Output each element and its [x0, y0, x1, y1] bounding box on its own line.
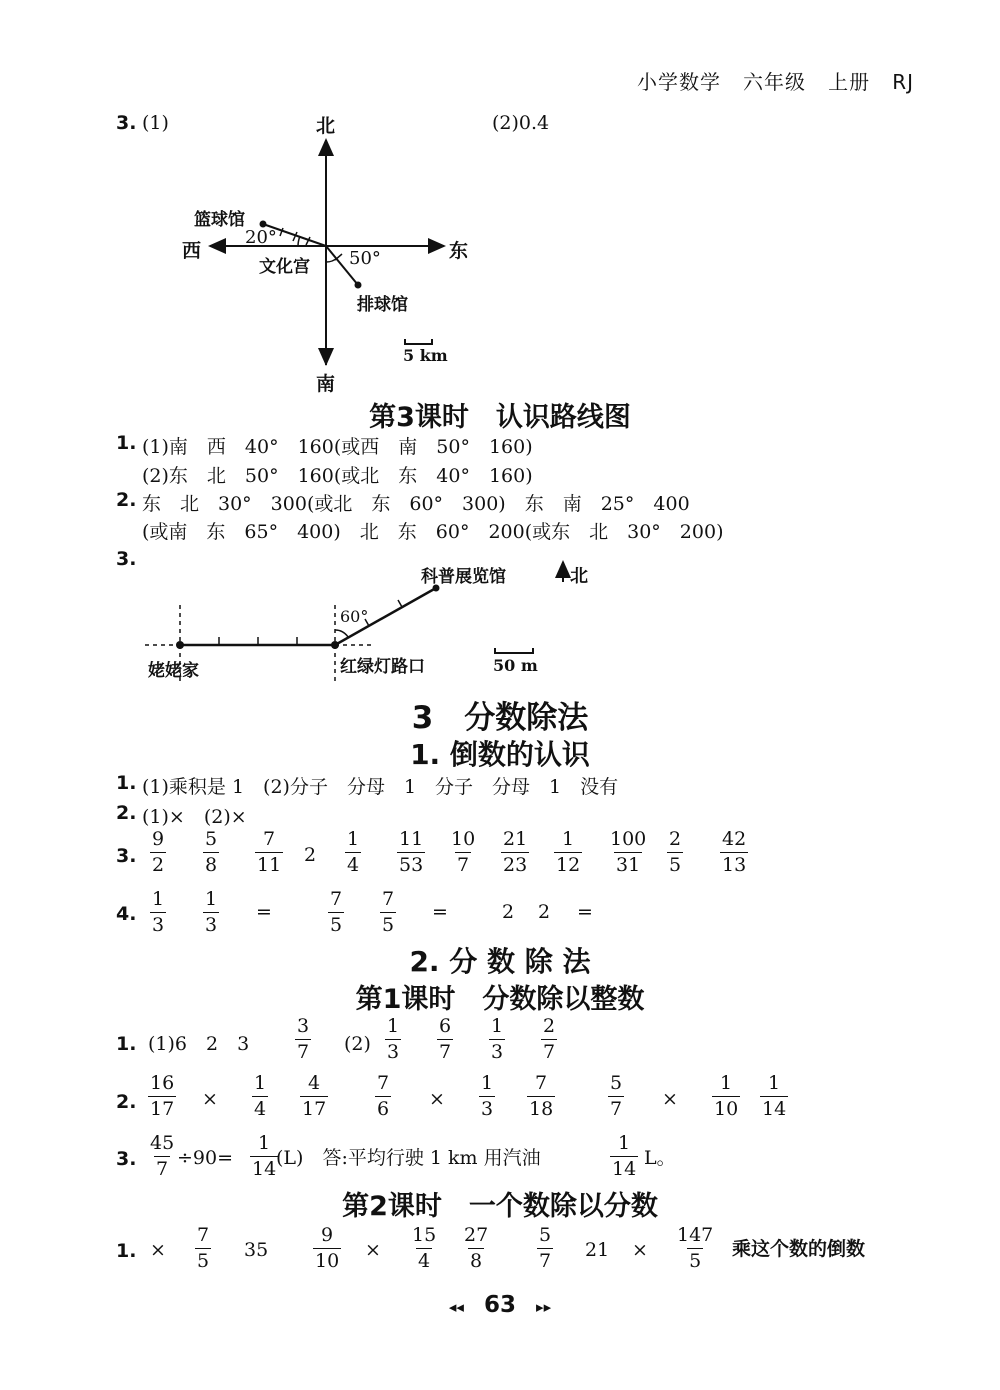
numerator: 10 — [451, 828, 476, 850]
numerator: 2 — [543, 1015, 556, 1037]
question-number: 3. — [116, 1148, 137, 1170]
denominator: 7 — [156, 1158, 169, 1180]
numerator: 1 — [205, 888, 218, 910]
times-sign: × — [632, 1239, 648, 1261]
fraction — [375, 1074, 391, 1119]
label-angle-20: 20° — [245, 227, 277, 248]
division-expression: ÷90= — [177, 1147, 234, 1169]
question-number: 4. — [116, 903, 137, 925]
numerator: 11 — [399, 828, 424, 850]
numerator: 1 — [347, 828, 360, 850]
question-number: 2. — [116, 489, 137, 511]
denominator: 7 — [610, 1098, 623, 1120]
answer-text: (2) — [344, 1033, 371, 1055]
numerator: 1 — [481, 1072, 494, 1094]
integer-answer: 2 — [304, 844, 317, 866]
fraction — [610, 1134, 638, 1179]
fraction — [608, 1074, 624, 1119]
page-footer — [0, 1292, 1000, 1318]
fraction — [720, 830, 748, 875]
numerator: 1 — [562, 828, 575, 850]
fraction — [385, 1017, 401, 1062]
label-north: 北 — [316, 115, 336, 137]
numerator: 2 — [669, 828, 682, 850]
numerator: 9 — [321, 1224, 334, 1246]
q3-part2: (2)0.4 — [492, 112, 550, 134]
denominator: 8 — [470, 1250, 483, 1272]
numerator: 7 — [263, 828, 276, 850]
numerator: 6 — [439, 1015, 452, 1037]
lesson-title: 第1课时 分数除以整数 — [355, 984, 645, 1015]
fraction — [675, 1226, 715, 1271]
denominator: 7 — [297, 1041, 310, 1063]
answer-line: (1)南 西 40° 160(或西 南 50° 160) — [142, 436, 533, 458]
times-sign: × — [365, 1239, 381, 1261]
chapter-title: 3 分数除法 — [411, 700, 589, 736]
numerator: 21 — [503, 828, 528, 850]
fraction — [410, 1226, 438, 1271]
label-scale: 50 m — [493, 656, 538, 675]
denominator: 5 — [382, 914, 395, 936]
header-volume: 上册 — [828, 70, 871, 94]
times-sign: × — [662, 1088, 678, 1110]
denominator: 14 — [612, 1158, 637, 1180]
denominator: 8 — [205, 854, 218, 876]
denominator: 53 — [399, 854, 424, 876]
numerator: 5 — [539, 1224, 552, 1246]
numerator: 27 — [464, 1224, 489, 1246]
denominator: 14 — [762, 1098, 787, 1120]
label-scale: 5 km — [403, 346, 448, 365]
header-edition: RJ — [892, 70, 914, 94]
numerator: 5 — [205, 828, 218, 850]
denominator: 3 — [387, 1041, 400, 1063]
answer-text: L。 — [644, 1147, 676, 1169]
denominator: 2 — [152, 854, 165, 876]
grandma-point — [176, 641, 184, 649]
fraction — [462, 1226, 490, 1271]
denominator: 14 — [252, 1158, 277, 1180]
fraction — [449, 830, 477, 875]
equals-sign: = — [432, 901, 448, 923]
fraction — [255, 830, 283, 875]
answer-line: (1)× (2)× — [142, 806, 247, 828]
section-title: 2. 分 数 除 法 — [409, 945, 591, 978]
integer-answer: 35 — [244, 1239, 269, 1261]
fraction — [195, 1226, 211, 1271]
question-number: 1. — [116, 1033, 137, 1055]
answer-text: 乘这个数的倒数 — [732, 1238, 866, 1260]
fraction — [479, 1074, 495, 1119]
fraction — [203, 830, 219, 875]
question-number: 3. — [116, 548, 137, 570]
answer-text: (1)6 2 3 — [148, 1033, 250, 1055]
numerator: 1 — [387, 1015, 400, 1037]
denominator: 5 — [669, 854, 682, 876]
denominator: 17 — [150, 1098, 175, 1120]
answer-line: (1)乘积是 1 (2)分子 分母 1 分子 分母 1 没有 — [142, 776, 619, 798]
denominator: 6 — [377, 1098, 390, 1120]
question-number: 1. — [116, 1240, 137, 1262]
next-arrows-icon: ▸▸ — [536, 1298, 552, 1316]
fraction — [501, 830, 529, 875]
denominator: 17 — [302, 1098, 327, 1120]
denominator: 11 — [257, 854, 282, 876]
fraction — [300, 1074, 328, 1119]
denominator: 4 — [347, 854, 360, 876]
numerator: 4 — [308, 1072, 321, 1094]
question-number: 2. — [116, 1091, 137, 1113]
scale-bar — [495, 648, 533, 653]
denominator: 7 — [457, 854, 470, 876]
numerator: 9 — [152, 828, 165, 850]
label-volleyball: 排球馆 — [357, 295, 408, 315]
fraction — [537, 1226, 553, 1271]
question-number: 3. — [116, 845, 137, 867]
equals-sign: = — [577, 901, 593, 923]
numerator: 147 — [677, 1224, 714, 1246]
q3-part1: (1) — [142, 112, 169, 134]
answer-text: (L) 答:平均行驶 1 km 用汽油 — [276, 1147, 541, 1169]
fraction — [608, 830, 648, 875]
lesson-title: 第3课时 认识路线图 — [369, 402, 631, 433]
fraction — [489, 1017, 505, 1062]
denominator: 10 — [315, 1250, 340, 1272]
label-crossing: 红绿灯路口 — [340, 657, 425, 677]
label-grandma: 姥姥家 — [148, 661, 199, 681]
fraction — [760, 1074, 788, 1119]
denominator: 3 — [481, 1098, 494, 1120]
label-north: 北 — [570, 566, 588, 587]
lesson-title: 第2课时 一个数除以分数 — [342, 1191, 658, 1222]
fraction — [150, 890, 166, 935]
denominator: 7 — [543, 1041, 556, 1063]
label-palace: 文化宫 — [259, 257, 310, 277]
numerator: 7 — [382, 888, 395, 910]
fraction — [148, 1134, 176, 1179]
numerator: 100 — [610, 828, 647, 850]
numerator: 3 — [297, 1015, 310, 1037]
denominator: 4 — [418, 1250, 431, 1272]
numerator: 1 — [491, 1015, 504, 1037]
denominator: 18 — [529, 1098, 554, 1120]
denominator: 13 — [722, 854, 747, 876]
denominator: 12 — [556, 854, 581, 876]
numerator: 7 — [330, 888, 343, 910]
page-number: 63 — [483, 1292, 516, 1318]
numerator: 1 — [258, 1132, 271, 1154]
numerator: 1 — [152, 888, 165, 910]
times-sign: × — [429, 1088, 445, 1110]
numerator: 45 — [150, 1132, 175, 1154]
numerator: 7 — [197, 1224, 210, 1246]
prev-arrows-icon: ◂◂ — [448, 1298, 464, 1316]
fraction — [295, 1017, 311, 1062]
fraction — [150, 830, 166, 875]
answer-line: (或南 东 65° 400) 北 东 60° 200(或东 北 30° 200) — [142, 521, 724, 543]
label-west: 西 — [182, 240, 202, 262]
denominator: 3 — [152, 914, 165, 936]
times-sign: × — [150, 1239, 166, 1261]
fraction — [380, 890, 396, 935]
crossing-point — [331, 641, 339, 649]
denominator: 4 — [254, 1098, 267, 1120]
fraction — [313, 1226, 341, 1271]
fraction — [437, 1017, 453, 1062]
answer-line: (2)东 北 50° 160(或北 东 40° 160) — [142, 465, 533, 487]
numerator: 7 — [535, 1072, 548, 1094]
numerator: 5 — [610, 1072, 623, 1094]
denominator: 3 — [205, 914, 218, 936]
denominator: 3 — [491, 1041, 504, 1063]
denominator: 5 — [197, 1250, 210, 1272]
fraction — [250, 1134, 278, 1179]
numerator: 1 — [618, 1132, 631, 1154]
denominator: 5 — [330, 914, 343, 936]
answer-line: 东 北 30° 300(或北 东 60° 300) 东 南 25° 400 — [142, 493, 690, 515]
fraction — [527, 1074, 555, 1119]
numerator: 42 — [722, 828, 747, 850]
denominator: 31 — [616, 854, 641, 876]
label-south: 南 — [316, 373, 336, 395]
denominator: 7 — [439, 1041, 452, 1063]
equals-sign: = — [256, 901, 272, 923]
fraction — [328, 890, 344, 935]
section-title: 1. 倒数的认识 — [410, 738, 590, 771]
numerator: 1 — [254, 1072, 267, 1094]
fraction — [554, 830, 582, 875]
header-subject: 小学数学 — [636, 70, 721, 94]
question-number: 1. — [116, 432, 137, 454]
times-sign: × — [202, 1088, 218, 1110]
label-basketball: 篮球馆 — [194, 210, 245, 230]
label-museum: 科普展览馆 — [421, 567, 506, 587]
integer-answer: 2 — [502, 901, 515, 923]
numerator: 1 — [768, 1072, 781, 1094]
question-number: 2. — [116, 802, 137, 824]
integer-answer: 21 — [585, 1239, 610, 1261]
denominator: 10 — [714, 1098, 739, 1120]
numerator: 16 — [150, 1072, 175, 1094]
fraction — [541, 1017, 557, 1062]
denominator: 7 — [539, 1250, 552, 1272]
numerator: 1 — [720, 1072, 733, 1094]
fraction — [397, 830, 425, 875]
fraction — [252, 1074, 268, 1119]
numerator: 7 — [377, 1072, 390, 1094]
label-angle-50: 50° — [349, 248, 381, 269]
fraction — [148, 1074, 176, 1119]
integer-answer: 2 — [538, 901, 551, 923]
fraction — [345, 830, 361, 875]
fraction — [712, 1074, 740, 1119]
header-grade: 六年级 — [743, 70, 807, 94]
label-angle-60: 60° — [340, 607, 369, 626]
fraction — [203, 890, 219, 935]
question-number: 3. — [116, 112, 137, 134]
numerator: 15 — [412, 1224, 437, 1246]
fraction — [667, 830, 683, 875]
denominator: 5 — [689, 1250, 702, 1272]
label-east: 东 — [449, 240, 469, 262]
denominator: 23 — [503, 854, 528, 876]
question-number: 1. — [116, 772, 137, 794]
